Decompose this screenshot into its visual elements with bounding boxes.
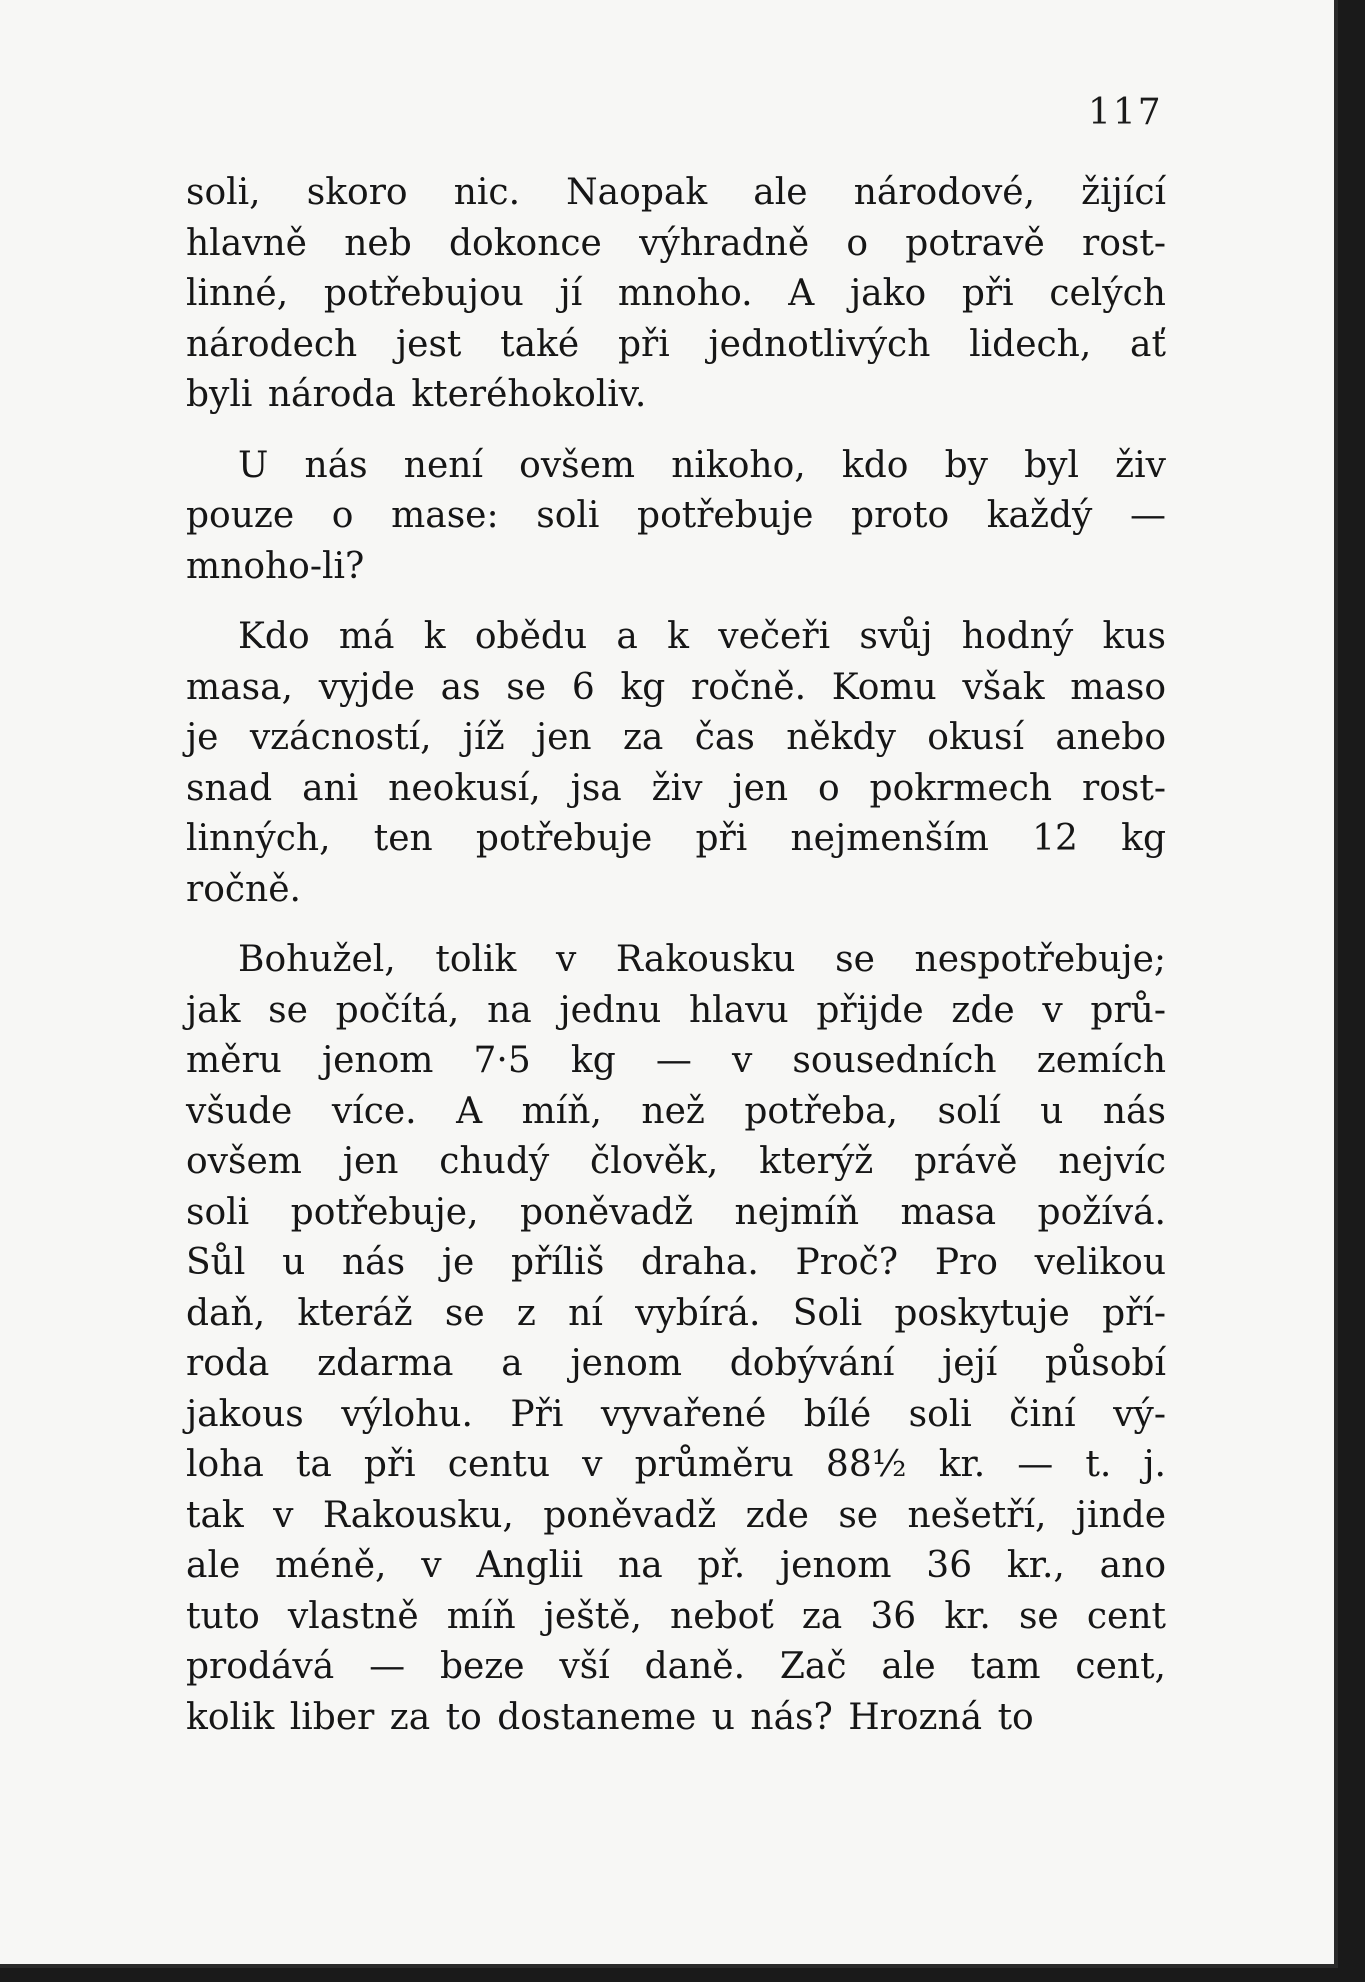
text-line: pouze o mase: soli potřebuje proto každý —	[186, 495, 1166, 536]
text-line: tuto vlastně míň ještě, neboť za 36 kr. se cent	[186, 1595, 1166, 1637]
paragraph-4	[186, 935, 1166, 1743]
paragraph-1	[186, 168, 1166, 421]
text-line: měru jenom 7·5 kg — v sousedních zemích	[186, 1040, 1166, 1081]
text-line: Bohužel, tolik v Rakousku se nespotřebuje;	[238, 939, 1166, 980]
text-line: byli národa kteréhokoliv.	[186, 374, 647, 415]
text-line: loha ta při centu v průměru 88½ kr. — t. j.	[186, 1444, 1166, 1485]
text-line: masa, vyjde as se 6 kg ročně. Komu však maso	[186, 666, 1166, 708]
paragraph-3	[186, 612, 1166, 915]
text-line: Kdo má k obědu a k večeři svůj hodný kus	[238, 616, 1166, 657]
text-line: národech jest také při jednotlivých lidech, ať	[186, 323, 1166, 365]
text-line: ročně.	[186, 868, 301, 910]
page-number: 117	[1088, 92, 1163, 133]
text-line: daň, kteráž se z ní vybírá. Soli poskytuje pří-	[186, 1292, 1166, 1334]
text-line: všude více. A míň, než potřeba, solí u nás	[186, 1090, 1166, 1132]
text-line: jakous výlohu. Při vyvařené bílé soli činí vý-	[186, 1393, 1166, 1435]
text-line: ale méně, v Anglii na př. jenom 36 kr., ano	[186, 1545, 1166, 1586]
text-line: soli, skoro nic. Naopak ale národové, žijící	[186, 172, 1166, 213]
text-line: je vzácností, jíž jen za čas někdy okusí anebo	[186, 717, 1166, 758]
body-text	[186, 168, 1166, 1763]
text-line: linné, potřebujou jí mnoho. A jako při celých	[186, 273, 1166, 314]
text-line: tak v Rakousku, poněvadž zde se nešetří, jinde	[186, 1494, 1166, 1536]
paragraph-2	[186, 441, 1166, 593]
text-line: mnoho-li?	[186, 545, 365, 587]
text-line: linných, ten potřebuje při nejmenším 12 kg	[186, 818, 1166, 859]
text-line: U nás není ovšem nikoho, kdo by byl živ	[238, 444, 1166, 486]
text-line: Sůl u nás je příliš draha. Proč? Pro velikou	[186, 1242, 1166, 1283]
text-line: ovšem jen chudý člověk, kterýž právě nejvíc	[186, 1141, 1166, 1182]
text-line: kolik liber za to dostaneme u nás? Hrozná to	[186, 1696, 1034, 1738]
text-line: roda zdarma a jenom dobývání její působí	[186, 1343, 1166, 1384]
text-line: jak se počítá, na jednu hlavu přijde zde v prů-	[186, 989, 1166, 1031]
text-line: snad ani neokusí, jsa živ jen o pokrmech rost-	[186, 767, 1166, 809]
text-line: prodává — beze vší daně. Zač ale tam cent,	[186, 1646, 1166, 1687]
text-line: soli potřebuje, poněvadž nejmíň masa požívá.	[186, 1191, 1166, 1233]
text-line: hlavně neb dokonce výhradně o potravě rost-	[186, 222, 1166, 264]
